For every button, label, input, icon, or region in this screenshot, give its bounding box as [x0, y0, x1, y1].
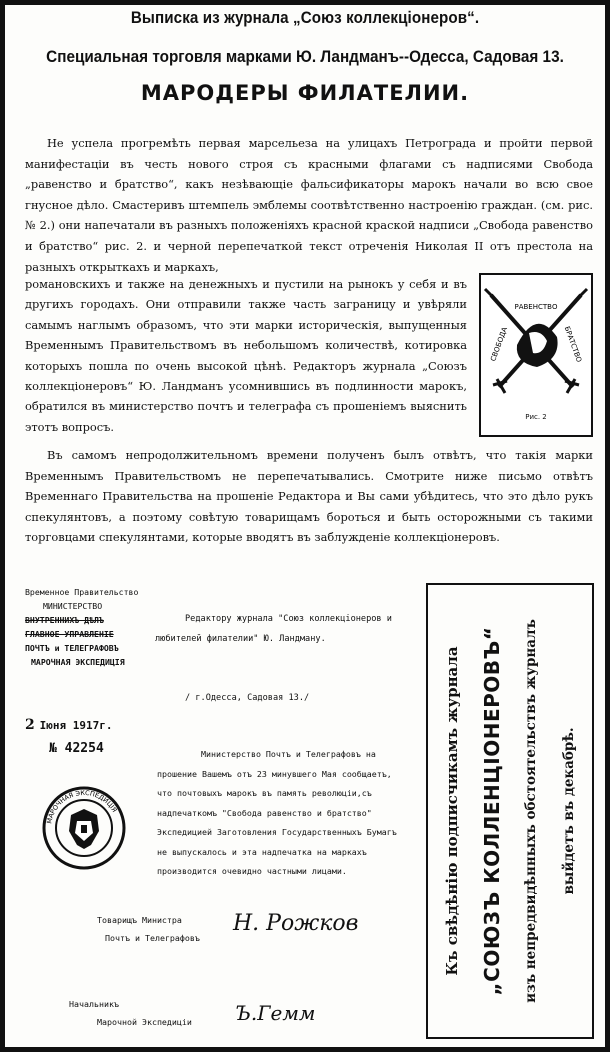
- sender-expedition: МАРОЧНАЯ ЭКСПЕДИЦІЯ: [31, 657, 125, 667]
- letter-addressee: Редактору журнала "Союз коллекціонеров и любителей филателии" Ю. Ландману.: [155, 614, 392, 644]
- sender-posts-telegraphs: ПОЧТЪ и ТЕЛЕГРАФОВЪ: [25, 643, 119, 653]
- letter-number: [49, 741, 104, 756]
- letter-date: [25, 717, 112, 733]
- signature-2: Ъ.Гемм: [235, 1001, 316, 1025]
- seal-text: МАРОЧНАЯ ЭКСПЕДИЦІЯ: [45, 788, 119, 825]
- sender-ministry-name: ВНУТРЕННИХЪ ДѢЛЪ: [25, 615, 104, 625]
- crossed-swords-icon: [481, 275, 591, 410]
- article-title: МАРОДЕРЫ ФИЛАТЕЛИИ.: [140, 81, 470, 105]
- letter-sender-block: [25, 585, 145, 669]
- sender-government: Временное Правительство: [25, 587, 139, 597]
- number-prefix: №: [49, 741, 57, 756]
- article-paragraph-1: Не успела прогремѣть первая марсельеза на улицахъ Петрограда и пройти первой манифестаціи въ честь нового строя съ красными флагами съ надписями Свобода „равенство и братство“, какъ незѣвающіе фальсификаторы марокъ начали во всю свое гнусное дѣло. Смастеривъ штемпель эмблемы соотвѣтственно настроенію граждан. (см. рис. № 2.) они напечатали въ разныхъ положеніяхъ красной краской надписи „Свобода равенство и братство“ рис. 2. и черной перепечаткой текст отреченія Николая II отъ престола на разныхъ открыткахъ и маркахъ,: [25, 136, 593, 274]
- notice-text: [432, 596, 588, 1026]
- sender-directorate: ГЛАВНОЕ УПРАВЛЕНІЕ: [25, 629, 114, 639]
- figure-caption: Рис. 2: [525, 413, 547, 421]
- date-day: 2: [25, 717, 35, 733]
- notice-journal-name: „СОЮЗЪ КОЛЛЕНЦІОНЕРОВЪ“: [480, 626, 504, 996]
- signer-2: Начальникъ Марочной Экспедиціи: [69, 999, 192, 1027]
- emblem-text-top: РАВЕНСТВО: [514, 303, 558, 311]
- emblem-text-left: СВОБОДА: [489, 326, 509, 363]
- letter-body: Министерство Почтъ и Телеграфовъ на прошение Вашемъ отъ 23 минувшего Мая сообщаетъ, что почтовыхъ марокъ въ память революціи,съ надпечаткомъ "Свобода равенство и братство" Экспедицией Заготовления Государственныхъ Бумагъ не выпускалось и эта надпечатка на маркахъ производится очевидно частными лицами.: [157, 749, 397, 876]
- article-paragraph-2: Въ самомъ непродолжительномъ времени полученъ былъ отвѣтъ, что такія марки Временнымъ Правительствомъ не перепечатывались. Смотрите ниже письмо отвѣтъ Временнаго Правительства на прошеніе Редактора и Вы сами убѣдитесь, что это дѣло рукъ спекулянтовъ, а поэтому совѣтую товарищамъ бороться и быть осторожными съ такими торговцами спекулянтами, которые вводятъ въ заблужденіе коллекціонеровъ.: [25, 448, 593, 545]
- article-paragraph-1-continued: романовскихъ и также на денежныхъ и пустили на рынокъ у себя и въ другихъ городахъ. Они отправили также часть заграницу и увѣряли самымъ наглымъ образомъ, что эти марки историческія, выпущенныя Временнымъ Правительствомъ въ небольшомъ количествѣ, котировка которыхъ пошла по очень высокой цѣнѣ. Редакторъ журнала „Союзъ коллекціонеровъ“ Ю. Ландманъ усомнившись въ подлинности марокъ, обратился въ министерство почтъ и телеграфа съ прошеніемъ выяснить этотъ вопросъ.: [25, 277, 467, 434]
- number-value: 42254: [64, 741, 104, 756]
- notice-line-3: изъ непредвидѣнныхъ обстоятельствъ журналъ выйдетъ въ декабрѣ.: [523, 619, 577, 1003]
- sender-ministry: МИНИСТЕРСТВО: [43, 601, 103, 611]
- shop-line: Специальная торговля марками Ю. Ландманъ--Одесса, Садовая 13.: [46, 47, 564, 66]
- signer-1: Товарищъ Министра Почтъ и Телеграфовъ: [97, 915, 200, 943]
- subscriber-notice: [426, 583, 594, 1039]
- seal-stamp-icon: [41, 785, 127, 871]
- figure-emblem: [479, 273, 593, 437]
- emblem-text-right: БРАТСТВО: [562, 325, 584, 364]
- date-rest: Іюня 1917г.: [39, 719, 113, 732]
- notice-line-1: Къ свѣдѣнію подписчикамъ журнала: [443, 646, 461, 976]
- letter-address: / г.Одесса, Садовая 13./: [185, 693, 310, 703]
- signature-1: Н. Рожков: [233, 911, 359, 936]
- source-line: Выписка из журнала „Союз коллекціонеров“.: [130, 9, 480, 27]
